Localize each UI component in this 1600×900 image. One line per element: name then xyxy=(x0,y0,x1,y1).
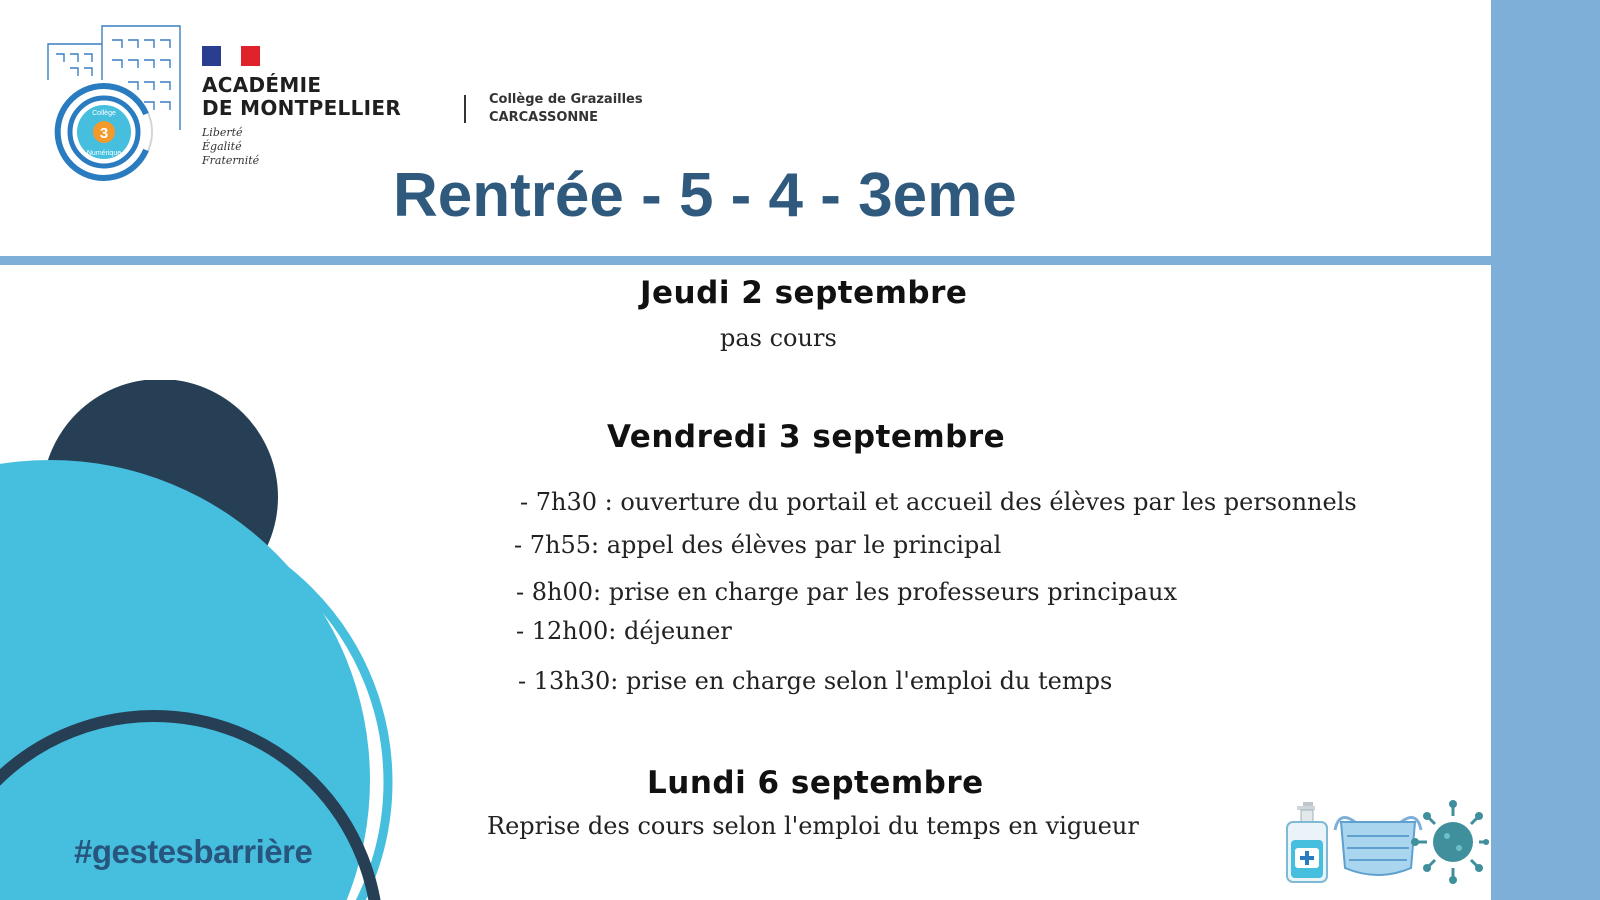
hand-sanitizer-icon xyxy=(1287,802,1327,882)
republic-motto xyxy=(202,126,401,168)
logo-badge-number: 3 xyxy=(99,125,109,142)
virus-icon xyxy=(1411,800,1489,884)
college-line1: Collège de Grazailles xyxy=(489,92,643,107)
schedule-line: - 12h00: déjeuner xyxy=(516,617,732,645)
day-heading-jeudi: Jeudi 2 septembre xyxy=(640,275,968,311)
header-divider xyxy=(0,256,1491,265)
college-name xyxy=(489,91,643,127)
face-mask-icon xyxy=(1335,818,1421,876)
hygiene-icons xyxy=(1283,800,1489,890)
academie-name xyxy=(202,74,401,120)
academie-line2: DE MONTPELLIER xyxy=(202,96,402,120)
academie-logo xyxy=(202,46,401,168)
schedule-line: pas cours xyxy=(720,324,837,352)
decorative-circles xyxy=(0,380,400,900)
schedule-line: Reprise des cours selon l'emploi du temps en vigueur xyxy=(487,812,1139,840)
logo-badge-text-top: Collège xyxy=(92,110,116,117)
college-numerique-logo xyxy=(40,18,200,188)
logo-badge-text-bottom: Numérique xyxy=(86,150,122,157)
day-heading-vendredi: Vendredi 3 septembre xyxy=(607,419,1006,455)
motto-liberte: Liberté xyxy=(202,126,243,139)
motto-fraternite: Fraternité xyxy=(202,154,260,167)
right-accent-band xyxy=(1491,0,1600,900)
french-flag-icon xyxy=(202,46,260,66)
page-title: Rentrée - 5 - 4 - 3eme xyxy=(393,161,1017,230)
academie-line1: ACADÉMIE xyxy=(202,73,322,97)
hashtag-label: #gestesbarrière xyxy=(74,833,313,870)
schedule-line: - 13h30: prise en charge selon l'emploi du temps xyxy=(518,667,1113,695)
college-line2: CARCASSONNE xyxy=(489,110,599,125)
day-heading-lundi: Lundi 6 septembre xyxy=(647,765,984,801)
schedule-line: - 7h30 : ouverture du portail et accueil des élèves par les personnels xyxy=(520,488,1357,516)
logo-separator xyxy=(464,95,466,123)
motto-egalite: Égalité xyxy=(202,140,242,153)
schedule-line: - 7h55: appel des élèves par le principal xyxy=(514,531,1002,559)
schedule-line: - 8h00: prise en charge par les professeurs principaux xyxy=(516,578,1177,606)
